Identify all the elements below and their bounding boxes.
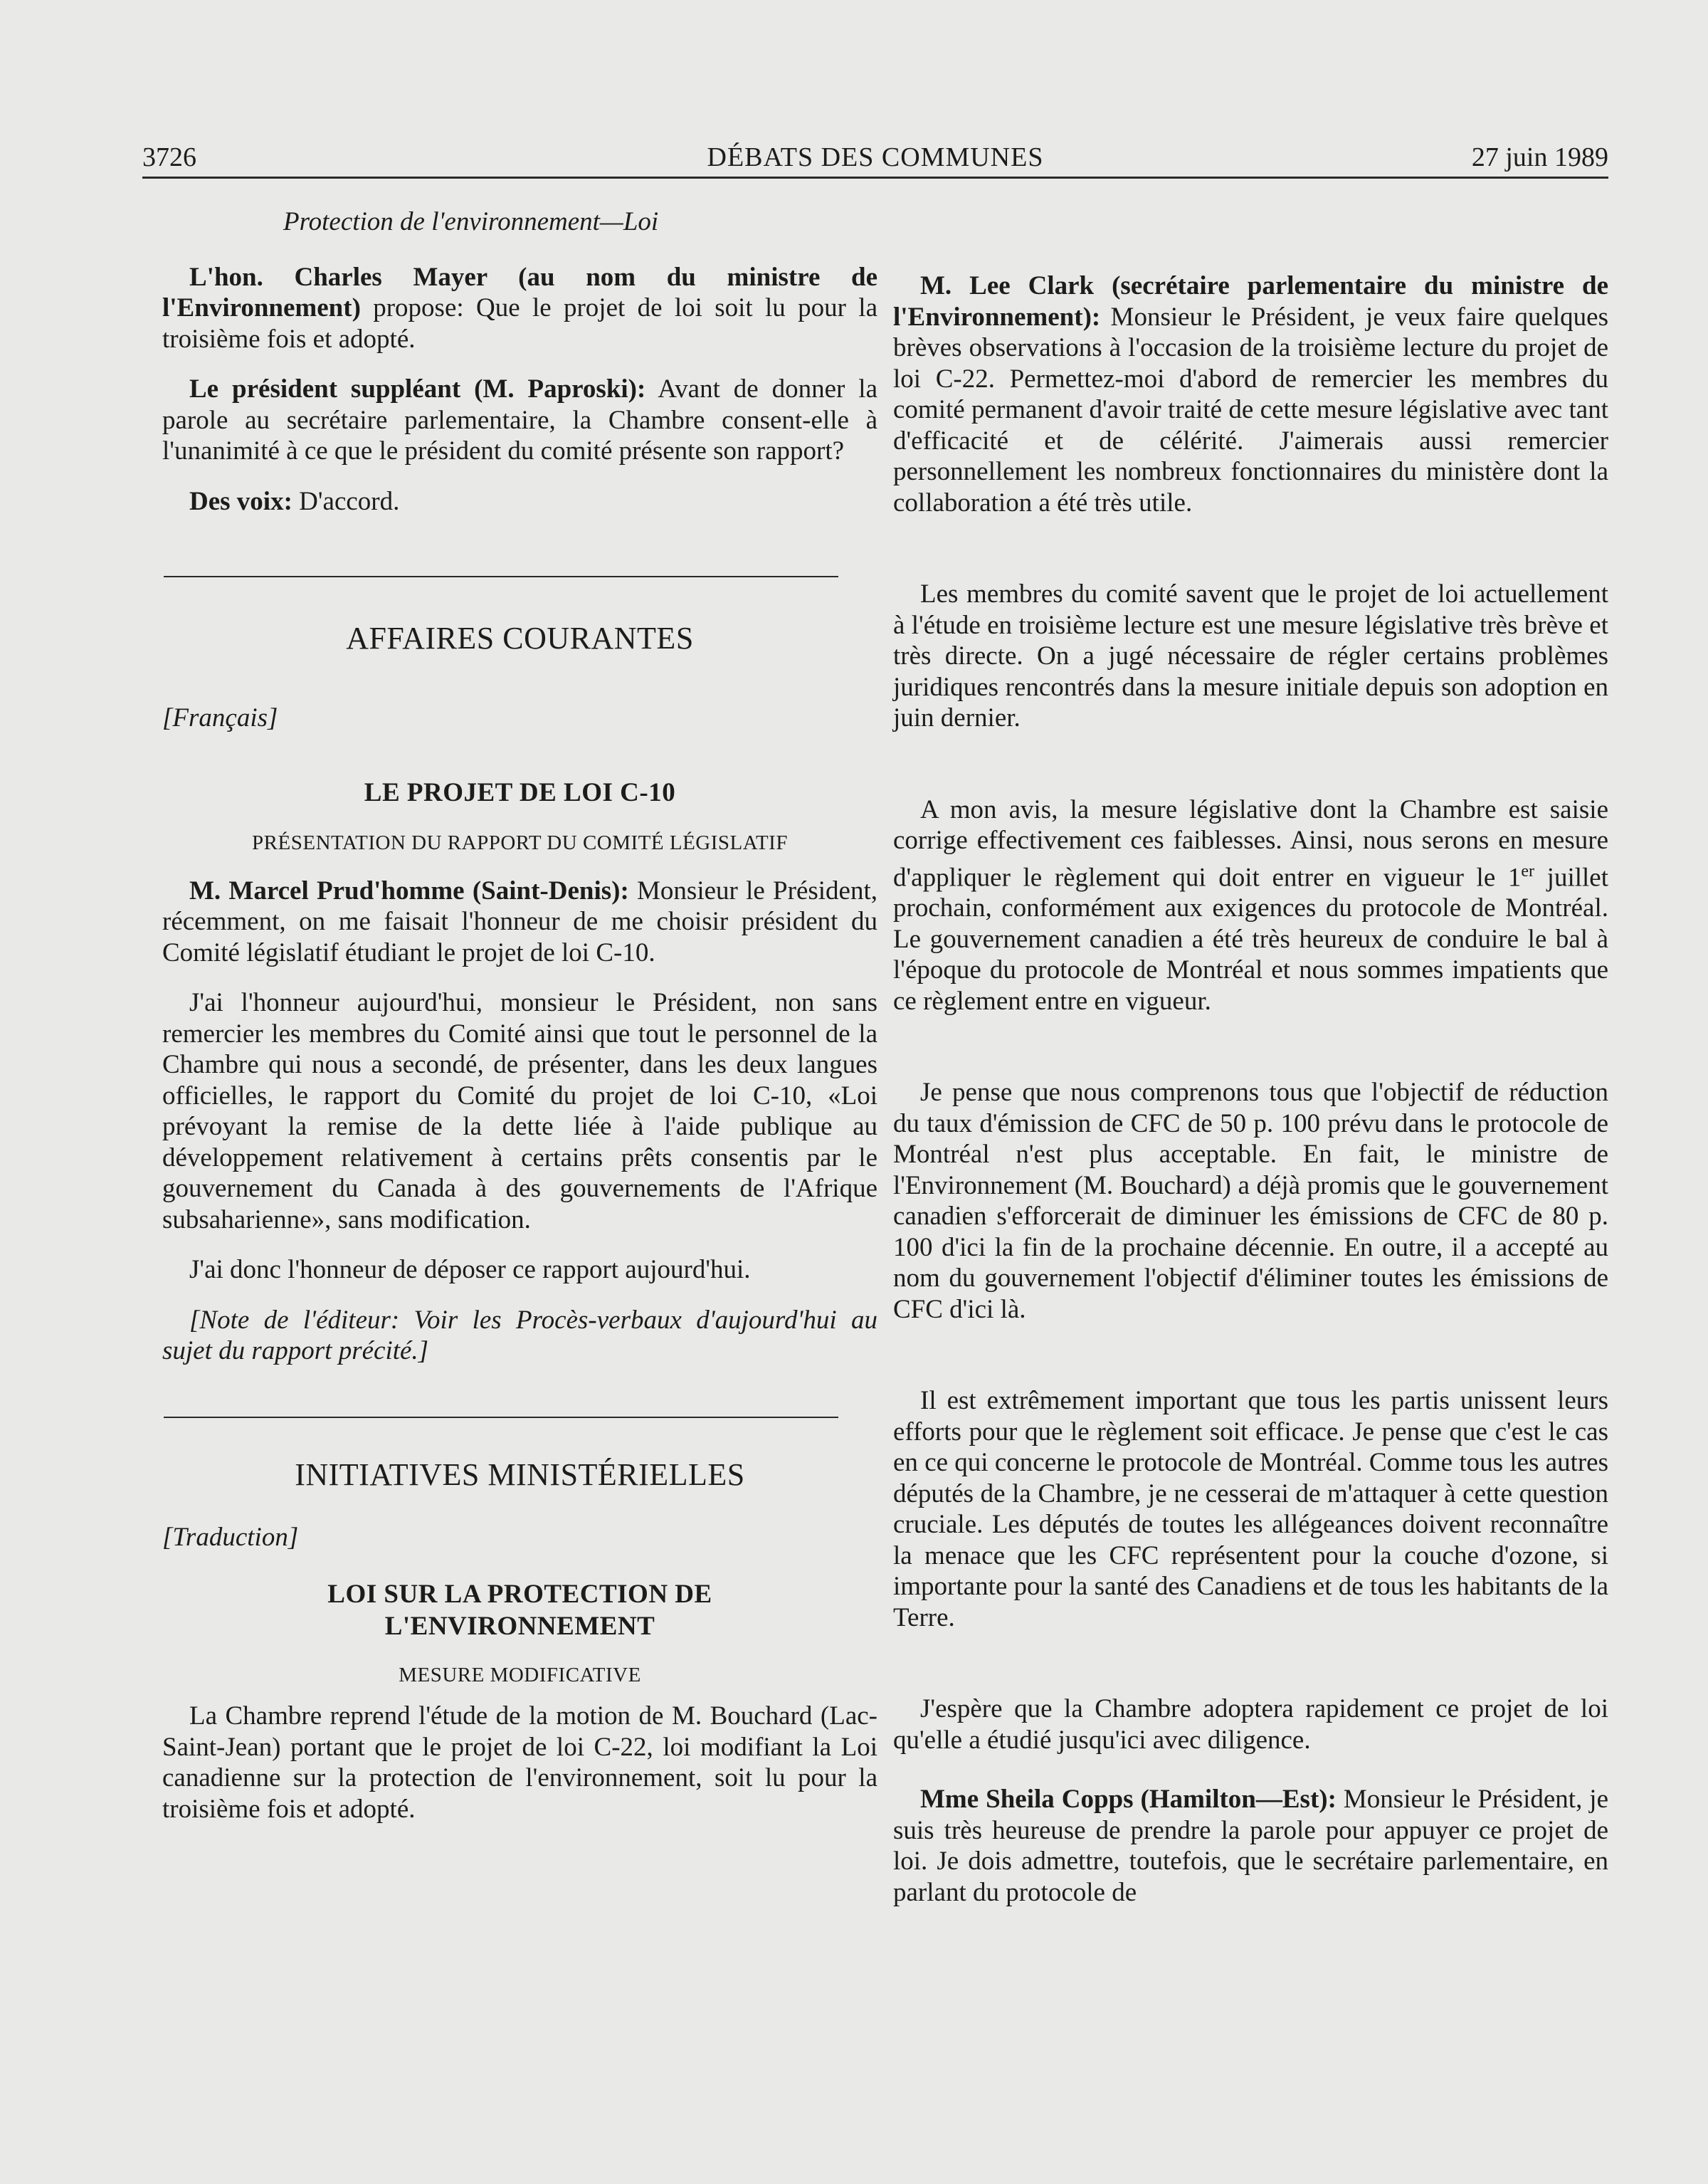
speech-text: Monsieur le Président, récemment, on me faisait l'honneur de me choisir président du Comité législatif étudiant le projet de loi C-10. (162, 876, 877, 967)
paragraph-report-presentation: J'ai l'honneur aujourd'hui, monsieur le Président, non sans remercier les membres du Comité ainsi que tout le personnel de la Chambre qui nous a secondé, de présenter, dans les deux langues officielles, le rapport du Comité du projet de loi C-10, «Loi prévoyant la remise de la dette liée à l'aide publique au développement relativement à certains prêts consentis par le gouvernement du Canada à des gouvernements de l'Afrique subsaharienne», sans modification. (162, 988, 877, 1234)
ordinal-superscript: er (1521, 861, 1535, 881)
speech-text: juillet prochain, conformément aux exigences du protocole de Montréal. Le gouvernement canadien a été très heureux de conduire le bal à l'époque du protocole de Montréal et nous sommes impatients que ce règlement entre en vigueur. (893, 862, 1608, 1016)
left-column (162, 206, 877, 1844)
header-rule (142, 177, 1608, 179)
paragraph-montreal-protocol (893, 794, 1608, 1017)
section-divider (164, 1417, 838, 1418)
paragraph-acting-speaker (162, 374, 877, 467)
section-divider (164, 576, 838, 577)
paragraph-cfc-reduction: Je pense que nous comprenons tous que l'objectif de réduction du taux d'émission de CFC de 50 p. 100 prévu dans le protocole de Montréal n'est plus acceptable. En fait, le ministre de l'Environnement (M. Bouchard) a déjà promis que le gouvernement canadien s'efforcerait de diminuer les émissions de CFC de 80 p. 100 d'ici la fin de la prochaine décennie. En outre, il a accepté au nom du gouvernement l'objectif d'éliminer toutes les émissions de CFC d'ici là. (893, 1078, 1608, 1324)
speech-text: A mon avis, la mesure législative dont la Chambre est saisie corrige effectivement ces faiblesses. Ainsi, nous serons en mesure d'appliquer le règlement qui doit entrer en vigueur le 1 (893, 794, 1608, 892)
paragraph-committee-knows: Les membres du comité savent que le projet de loi actuellement à l'étude en troisième lecture est une mesure législative très brève et très directe. On a jugé nécessaire de régler certains problèmes juridiques rencontrés dans la mesure initiale depuis son adoption en juin dernier. (893, 579, 1608, 733)
right-column (893, 271, 1608, 1927)
page-number: 3726 (142, 142, 196, 172)
language-label: [Français] (162, 703, 278, 733)
publication-title: DÉBATS DES COMMUNES (707, 142, 1044, 172)
paragraph-voices (162, 486, 877, 518)
speech-text: propose: Que le projet de loi soit lu pour la troisième fois et adopté. (162, 293, 877, 354)
language-note (162, 703, 877, 734)
topic-line: Protection de l'environnement—Loi (283, 207, 659, 236)
editor-note: [Note de l'éditeur: Voir les Procès-verbaux d'aujourd'hui au sujet du rapport précité.] (162, 1305, 877, 1365)
language-label: [Traduction] (162, 1522, 299, 1552)
language-note (162, 1522, 877, 1553)
running-header (142, 140, 1608, 175)
speaker-name: Mme Sheila Copps (Hamilton—Est): (920, 1785, 1337, 1815)
paragraph-tabling: J'ai donc l'honneur de déposer ce rapport aujourd'hui. (189, 1255, 751, 1284)
speaker-name: M. Marcel Prud'homme (Saint-Denis): (189, 876, 629, 905)
paragraph-mayer-motion (162, 262, 877, 355)
speaker-name: Le président suppléant (M. Paproski): (189, 374, 646, 404)
speaker-name: M. Lee Clark (secrétaire parlementaire du ministre de l'Environnement): (893, 271, 1608, 332)
paragraph-prudhomme (162, 876, 877, 969)
section-heading-government-orders: INITIATIVES MINISTÉRIELLES (295, 1456, 745, 1492)
bill-heading-line2: L'ENVIRONNEMENT (384, 1612, 655, 1641)
paragraph-clark-opening (893, 271, 1608, 518)
speaker-name: Des voix: (189, 486, 292, 516)
issue-date: 27 juin 1989 (1471, 142, 1608, 172)
section-heading-routine-proceedings: AFFAIRES COURANTES (346, 621, 694, 656)
paragraph-parties-united: Il est extrêmement important que tous les partis unissent leurs efforts pour que le règlement soit efficace. Je pense que c'est le cas en ce qui concerne le protocole de Montréal. Comme tous les autres députés de la Chambre, je ne cesserai de m'attaquer à cette question cruciale. Les députés de toutes les allégeances doivent reconnaître la menace que les CFC représentent pour la couche d'ozone, si importante pour la santé des Canadiens et de tous les habitants de la Terre. (893, 1386, 1608, 1632)
speech-text: Monsieur le Président, je veux faire quelques brèves observations à l'occasion de la troisième lecture du projet de loi C-22. Permettez-moi d'abord de remercier les membres du comité permanent d'avoir traité de cette mesure législative avec tant d'efficacité et de célérité. J'aimerais aussi remercier personnellement les nombreux fonctionnaires du ministère dont la collaboration a été très utile. (893, 302, 1608, 518)
report-subheading: PRÉSENTATION DU RAPPORT DU COMITÉ LÉGISLATIF (252, 831, 788, 854)
bill-heading-c10: LE PROJET DE LOI C-10 (364, 777, 676, 807)
speaker-name: L'hon. Charles Mayer (au nom du ministre de l'Environnement) (162, 262, 877, 322)
speech-text: D'accord. (292, 486, 400, 516)
paragraph-copps (893, 1784, 1608, 1908)
speech-text: Monsieur le Président, je suis très heureuse de prendre la parole pour appuyer ce projet de loi. Je dois admettre, toutefois, que le secrétaire parlementaire, en parlant du protocole de (893, 1785, 1608, 1907)
speech-text: Avant de donner la parole au secrétaire parlementaire, la Chambre consent-elle à l'unanimité à ce que le président du comité présente son rapport? (162, 374, 877, 466)
amendment-subheading: MESURE MODIFICATIVE (399, 1664, 641, 1686)
bill-heading-line1: LOI SUR LA PROTECTION DE (327, 1580, 712, 1609)
paragraph-hope-adoption: J'espère que la Chambre adoptera rapidement ce projet de loi qu'elle a étudié jusqu'ici avec diligence. (893, 1694, 1608, 1755)
paragraph-resumption: La Chambre reprend l'étude de la motion de M. Bouchard (Lac-Saint-Jean) portant que le projet de loi C-22, loi modifiant la Loi canadienne sur la protection de l'environnement, soit lu pour la troisième fois et adopté. (162, 1701, 877, 1824)
